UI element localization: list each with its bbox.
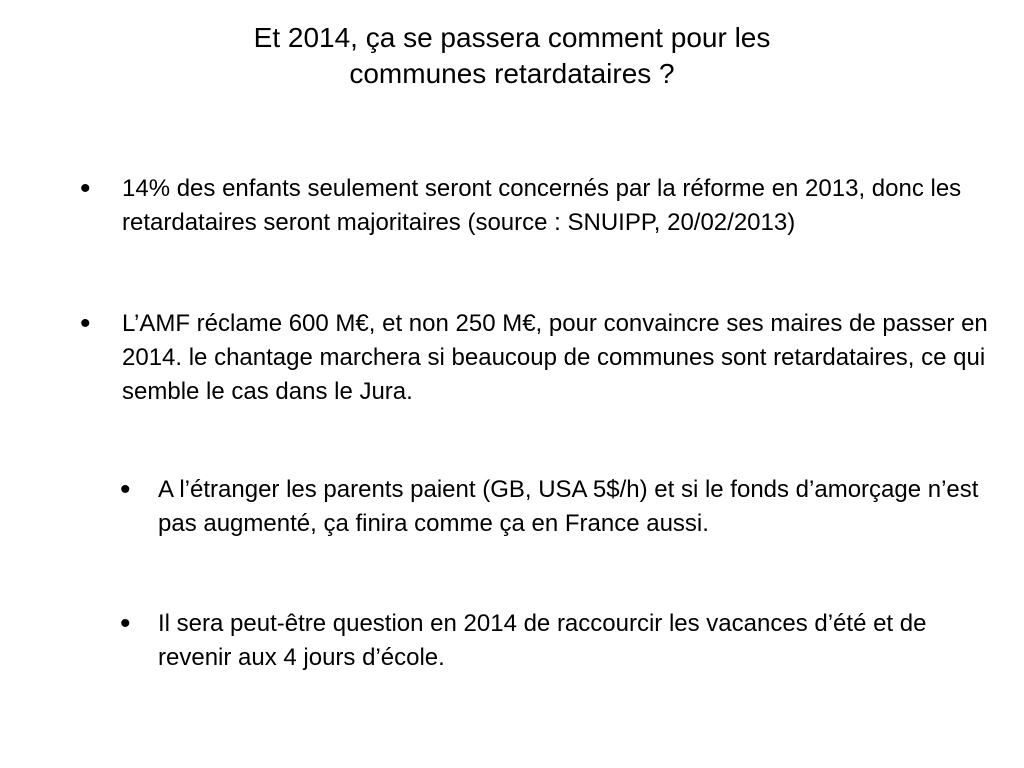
bullet-item — [80, 172, 992, 240]
bullet-text: L’AMF réclame 600 M€, et non 250 M€, pour convaincre ses maires de passer en 2014. le chantage marchera si beaucoup de communes sont retardataires, ce qui semble le cas dans le Jura. — [122, 310, 988, 405]
bullet-dot-icon: • — [120, 473, 131, 506]
bullet-text: A l’étranger les parents paient (GB, USA 5$/h) et si le fonds d’amorçage n’est pas augmenté, ça finira comme ça en France aussi. — [158, 476, 979, 537]
bullet-dot-icon: • — [80, 172, 91, 205]
slide-title-line-2: communes retardataires ? — [349, 58, 675, 89]
bullet-text: Il sera peut-être question en 2014 de raccourcir les vacances d’été et de revenir aux 4 jours d’école. — [158, 610, 927, 671]
sub-bullet-item — [120, 473, 998, 541]
bullet-dot-icon: • — [120, 607, 131, 640]
bullet-dot-icon: • — [80, 307, 91, 340]
bullet-item — [80, 307, 992, 409]
slide-title-line-1: Et 2014, ça se passera comment pour les — [253, 22, 771, 53]
bullet-text: 14% des enfants seulement seront concernés par la réforme en 2013, donc les retardataires seront majoritaires (source : SNUIPP, 20/02/2013) — [122, 175, 962, 236]
sub-bullet-item — [120, 607, 998, 675]
